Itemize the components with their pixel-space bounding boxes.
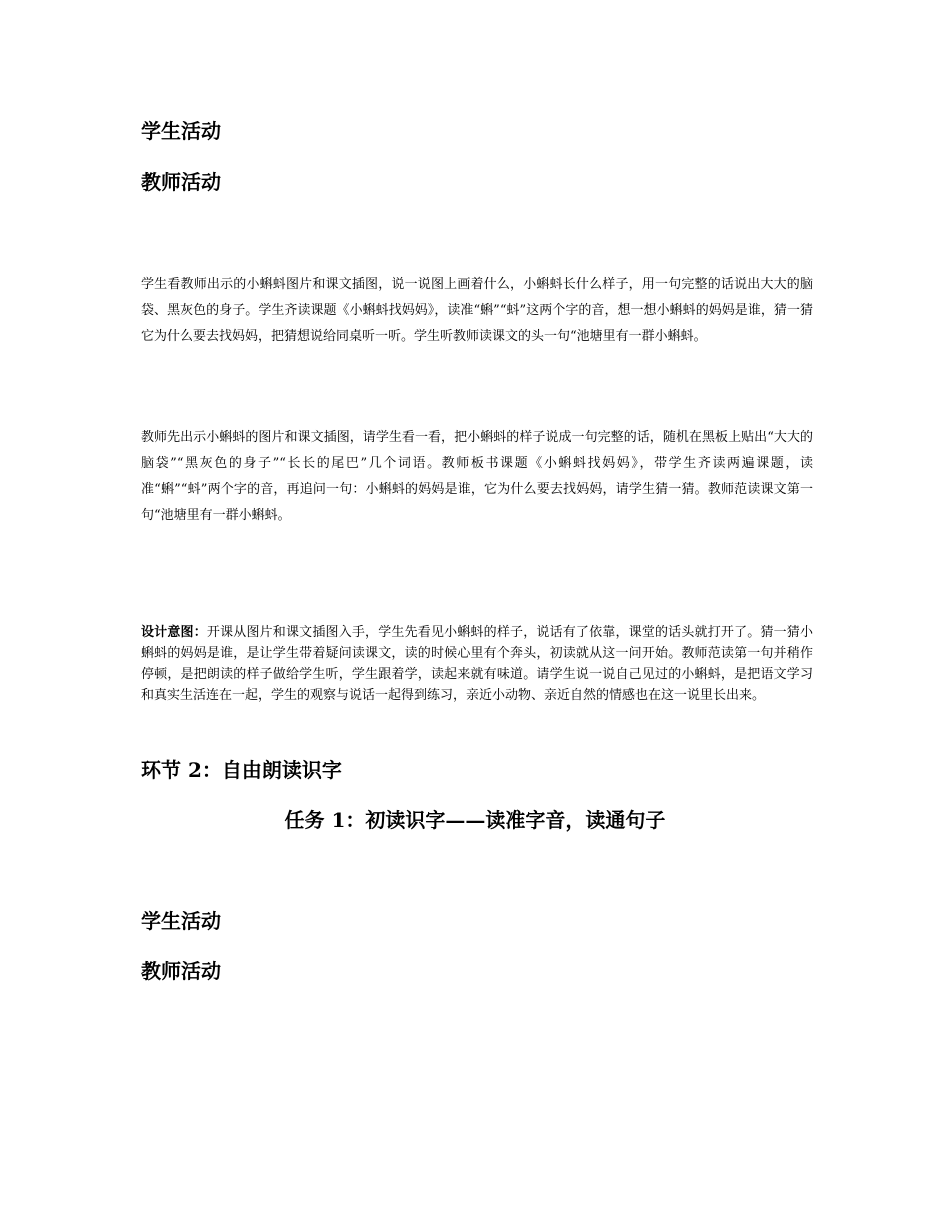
task-1-title: 任务 1：初读识字——读准字音，读通句子 xyxy=(284,808,666,832)
teacher-activity-heading-2: 教师活动 xyxy=(141,959,221,983)
teacher-activity-text: 教师先出示小蝌蚪的图片和课文插图，请学生看一看，把小蝌蚪的样子说成一句完整的话，随机在黑板上贴出“大大的脑袋”“黑灰色的身子”“长长的尾巴”几个词语。教师板书课题《小蝌蚪找妈妈》，带学生齐读两遍课题，读准“蝌”“蚪”两个字的音，再追问一句：小蝌蚪的妈妈是谁，它为什么要去找妈妈，请学生猜一猜。教师范读课文第一句“池塘里有一群小蝌蚪。 xyxy=(141,430,813,523)
student-activity-heading-2: 学生活动 xyxy=(141,909,221,933)
design-intent-paragraph xyxy=(141,622,813,706)
design-intent-text: 开课从图片和课文插图入手，学生先看见小蝌蚪的样子，说话有了依靠，课堂的话头就打开了。猜一猜小蝌蚪的妈妈是谁，是让学生带着疑问读课文，读的时候心里有个奔头，初读就从这一问开始。教师范读第一句并稍作停顿，是把朗读的样子做给学生听，学生跟着学，读起来就有味道。请学生说一说自己见过的小蝌蚪，是把语文学习和真实生活连在一起，学生的观察与说话一起得到练习，亲近小动物、亲近自然的情感也在这一说里长出来。 xyxy=(141,625,813,703)
teacher-activity-heading: 教师活动 xyxy=(141,170,221,194)
design-intent-label: 设计意图： xyxy=(141,625,207,640)
student-activity-heading: 学生活动 xyxy=(141,119,221,143)
stage-2-heading: 环节 2：自由朗读识字 xyxy=(141,758,342,782)
student-activity-text: 学生看教师出示的小蝌蚪图片和课文插图，说一说图上画着什么，小蝌蚪长什么样子，用一句完整的话说出大大的脑袋、黑灰色的身子。学生齐读课题《小蝌蚪找妈妈》，读准“蝌”“蚪”这两个字的音，想一想小蝌蚪的妈妈是谁，猜一猜它为什么要去找妈妈，把猜想说给同桌听一听。学生听教师读课文的头一句“池塘里有一群小蝌蚪。 xyxy=(141,277,813,344)
